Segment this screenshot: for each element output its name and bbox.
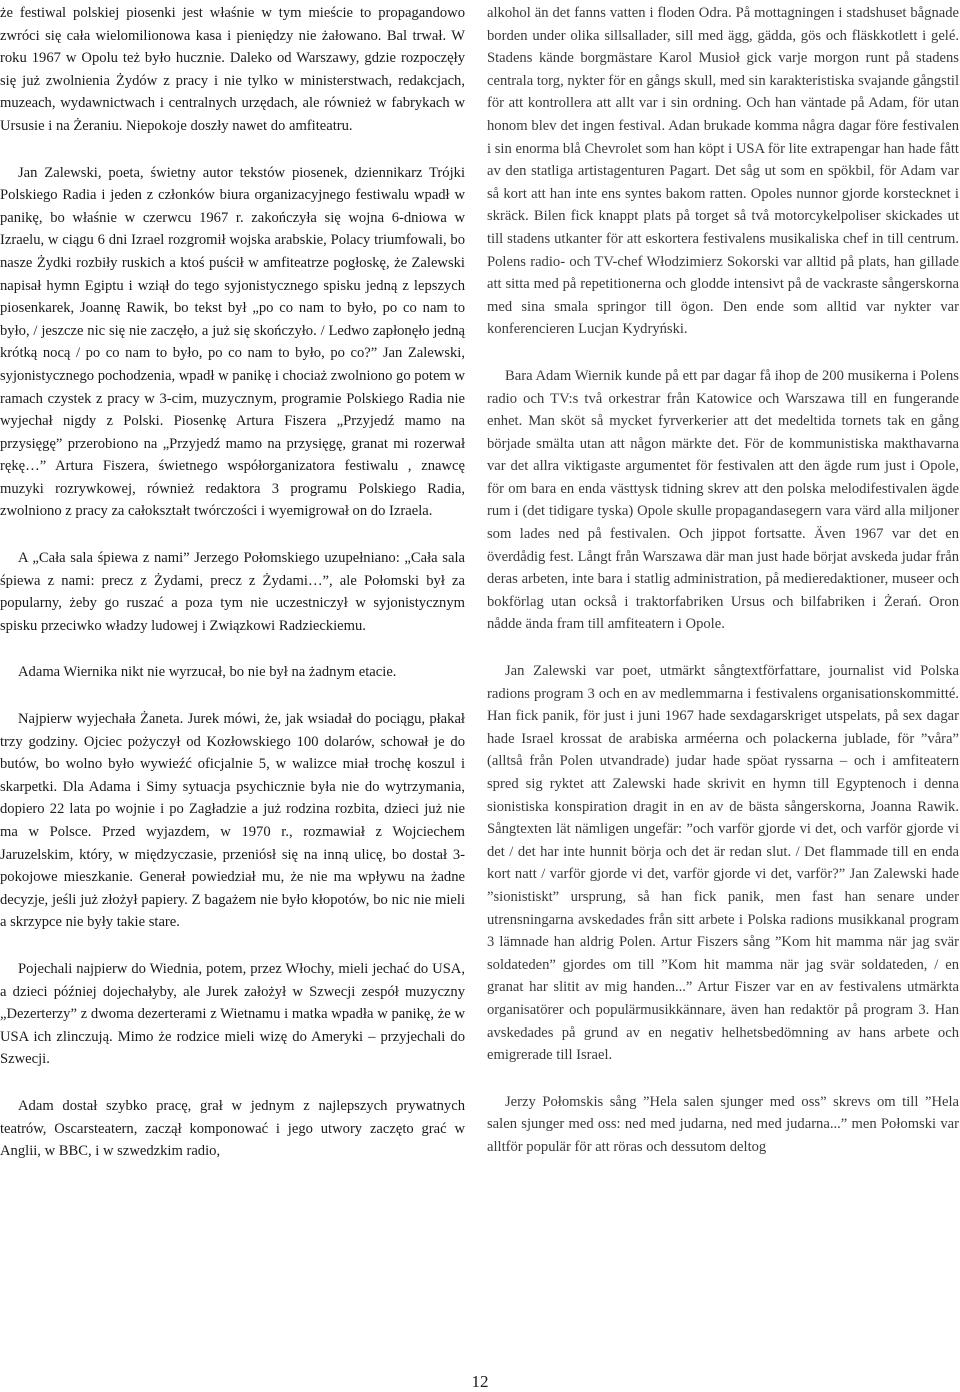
page-number: 12 [471,1372,489,1391]
paragraph: Bara Adam Wiernik kunde på ett par dagar få ihop de 200 musikerna i Polens radio och TV:s två orkestrar från Katowice och Warszawa till en fungerande enhet. Man sköt så mycket fyrverkerier att det medeltida tornets tak en gång började smälta utan att någon märkte det. För de kommunistiska makthavarna var det allra viktigaste argumentet för festivalen att den ägde rum just i Opole, för om bara en enda västtysk tidning skrev att den polska melodifestivalen ägde rum i (det tidigare tyska) Opole skulle propagandasegern vara värd alla miljoner som lades ned på festivalen. Och jippot fortsatte. Även 1967 var det en överdådig fest. Långt från Warszawa där man just hade börjat avskeda judar från deras arbeten, inte bara i statlig administration, på medieredaktioner, museer och bokförlag utan också i traktorfabriken Ursus och bilfabriken i Żerań. Oron nådde ända fram till amfiteatern i Opole. [487,367,959,633]
paragraph: A „Cała sala śpiewa z nami” Jerzego Połomskiego uzupełniano: „Cała sala śpiewa z nami: precz z Żydami, precz z Żydami…”, ale Połomski był za popularny, żeby go ruszać a poza tym nie uczestniczył w syjonistycznym spisku przeciwko władzy ludowej i Związkowi Radzieckiemu. [0,550,465,634]
paragraph: Pojechali najpierw do Wiednia, potem, przez Włochy, mieli jechać do USA, a dzieci później dojechałyby, ale Jurek założył w Szwecji zespół muzyczny „Dezerterzy” z dwoma dezerterami z Wietnamu i matka wpadła w panikę, że w USA ich zlinczują. Mimo że rodzice mieli wizę do Ameryki – przyjechali do Szwecji. [0,960,465,1068]
paragraph: Najpierw wyjechała Żaneta. Jurek mówi, że, jak wsiadał do pociągu, płakał trzy godziny. Ojciec pożyczył od Kozłowskiego 100 dolarów, schował je do butów, bo wolno było wywieźć oficjalnie 5, w walizce miał trochę koszul i skarpetki. Dla Adama i Simy sytuacja psychicznie była nie do wytrzymania, dopiero 22 lata po wojnie i po Zagładzie a już rodzina rozbita, dzieci już nie ma w Polsce. Przed wyjazdem, w 1970 r., rozmawiał z Wojciechem Jaruzelskim, który, w międzyczasie, przeniósł się na inną ulicę, bo dostał 3-pokojowe mieszkanie. Generał powiedział mu, że nie ma wpływu na żadne decyzje, jeśli już złożył papiery. Z bagażem nie było kłopotów, bo nic nie mieli a skrzypce nie były takie stare. [0,711,465,931]
paragraph: Jan Zalewski var poet, utmärkt sångtextförfattare, journalist vid Polska radions program 3 och en av medlemmarna i festivalens organisationskommitté. Han fick panik, för just i juni 1967 hade sexdagarskriget utspelats, på sex dagar hade Israel krossat de arabiska arméerna och polackerna jublade, för ”våra” (alltså från Polen utvandrade) judar hade spöat ryssarna – och i amfiteatern spred sig ryktet att Zalewski hade skrivit en hymn till Egyptenoch i denna sionistiska konspiration dragit in en av de bästa sångerskorna, Joanna Rawik. Sångtexten lät nämligen ungefär: ”och varför gjorde vi det, och varför gjorde vi det / det har inte hunnit börja och det är redan slut. / Det flammade till en enda kort natt / varför gjorde vi det, varför gjorde vi det, varför?” Jan Zalewski hade ”sionistiskt” ursprung, så han fick panik, men fast han senare under utrensningarna avskedades från sitt arbete i Polska radions musikkanal program 3 lämnade han aldrig Polen. Artur Fiszers sång ”Kom hit mamma när jag svär soldateden” gjordes om till ”Kom hit mamma när jag svär soldateden, / en granat har slitit av mig handen...” Artur Fiszer var en av festivalens utmärkta organisatörer och populärmusikkännare, även han redaktör på program 3. Han avskedades på grund av en negativ helhetsbedömning av hans arbete och emigrerade till Israel. [487,663,959,1064]
paragraph: Adama Wiernika nikt nie wyrzucał, bo nie był na żadnym etacie. [18,664,397,681]
paragraph: że festiwal polskiej piosenki jest właśnie w tym mieście to propagandowo zwróci się cała wielomilionowa kasa i pieniędzy nie żałowano. Bal trwał. W roku 1967 w Opolu też było hucznie. Daleko od Warszawy, gdzie rozpoczęły się już zwolnienia Żydów z pracy i nie tylko w ministerstwach, redakcjach, muzeach, wydawnictwach i centralnych urzędach, ale również w fabrykach w Ursusie i na Żeraniu. Niepokoje doszły nawet do amfiteatru. [0,5,465,134]
paragraph: Jerzy Połomskis sång ”Hela salen sjunger med oss” skrevs om till ”Hela salen sjunger med oss: ned med judarna, ned med judarna...” men Połomski var alltför populär för att röras och dessutom deltog [487,1093,959,1155]
paragraph: alkohol än det fanns vatten i floden Odra. På mottagningen i stadshuset bågnade borden under olika sillsallader, sill med ägg, gädda, gös och fläskkotlett i gelé. Stadens kände borgmästare Karol Musioł gick varje morgon runt på stadens centrala torg, nykter för en gångs skull, med sin karakteristiska svajande gångstil för att kontrollera att allt var i sin ordning. Och han väntade på Adam, för utan honom blev det ingen festival. Adan brukade komma några dagar före festivalen i sin enorma blå Chevrolet som han köpt i USA för lite extrapengar han hade fått av den statliga artistagenturen Pagart. Det såg ut som en spökbil, för Adam var så kort att han inte ens syntes bakom ratten. Opoles nunnor gjorde korstecknet i skräck. Bilen fick knappt plats på torget så två motorcykelpoliser skickades ut till stadens utkanter för att eskortera festivalens musikaliska chef in till centrum. Polens radio- och TV-chef Włodzimierz Sokorski var alltid på plats, han gillade att sitta med på repetitionerna och glodde intensivt på de vackraste sångerskorna med sina smala springor till ögon. Den ende som alltid var nykter var konferencieren Lucjan Kydryński. [487,5,959,338]
polish-text-column [0,2,465,1187]
swedish-text-column [487,2,959,1183]
paragraph: Jan Zalewski, poeta, świetny autor tekstów piosenek, dziennikarz Trójki Polskiego Radia i jeden z członków biura organizacyjnego festiwalu wpadł w panikę, bo właśnie w czerwcu 1967 r. zakończyła się wojna 6-dniowa w Izraelu, w ciągu 6 dni Izrael rozgromił wojska arabskie, Polacy triumfowali, bo nasze Żydki rozbiły ruskich a ktoś puścił w amfiteatrze pogłoskę, że Zalewski napisał hymn Egiptu i wziął do tego syjonistycznego spisku jedną z lepszych piosenkarek, Joannę Rawik, bo tekst był „po co nam to było, po co nam to było, / jeszcze nic się nie zaczęło, a już się skończyło. / Ledwo zapłonęło jedną krótką nocą / po co nam to było, po co nam to było, po co?” Jan Zalewski, syjonistycznego pochodzenia, wpadł w panikę i chociaż zwolniono go potem w ramach czystek z pracy w 3-cim, muzycznym, programie Polskiego Radia nie wyjechał nigdy z Polski. Piosenkę Artura Fiszera „Przyjedź mamo na przysięgę” przerobiono na „Przyjedź mamo na przysięgę, granat mi rozerwał rękę…” Artura Fiszera, świetnego współorganizatora festiwalu , znawcę muzyki rozrywkowej, również redaktora 3 programu Polskiego Radia, zwolniono z pracy za całokształt twórczości i wyemigrował on do Izraela. [0,164,465,520]
paragraph: Adam dostał szybko pracę, grał w jednym z najlepszych prywatnych teatrów, Oscarsteatern, zaczął komponować i jego utwory zaczęto grać w Anglii, w BBC, i w szwedzkim radio, [0,1097,465,1160]
